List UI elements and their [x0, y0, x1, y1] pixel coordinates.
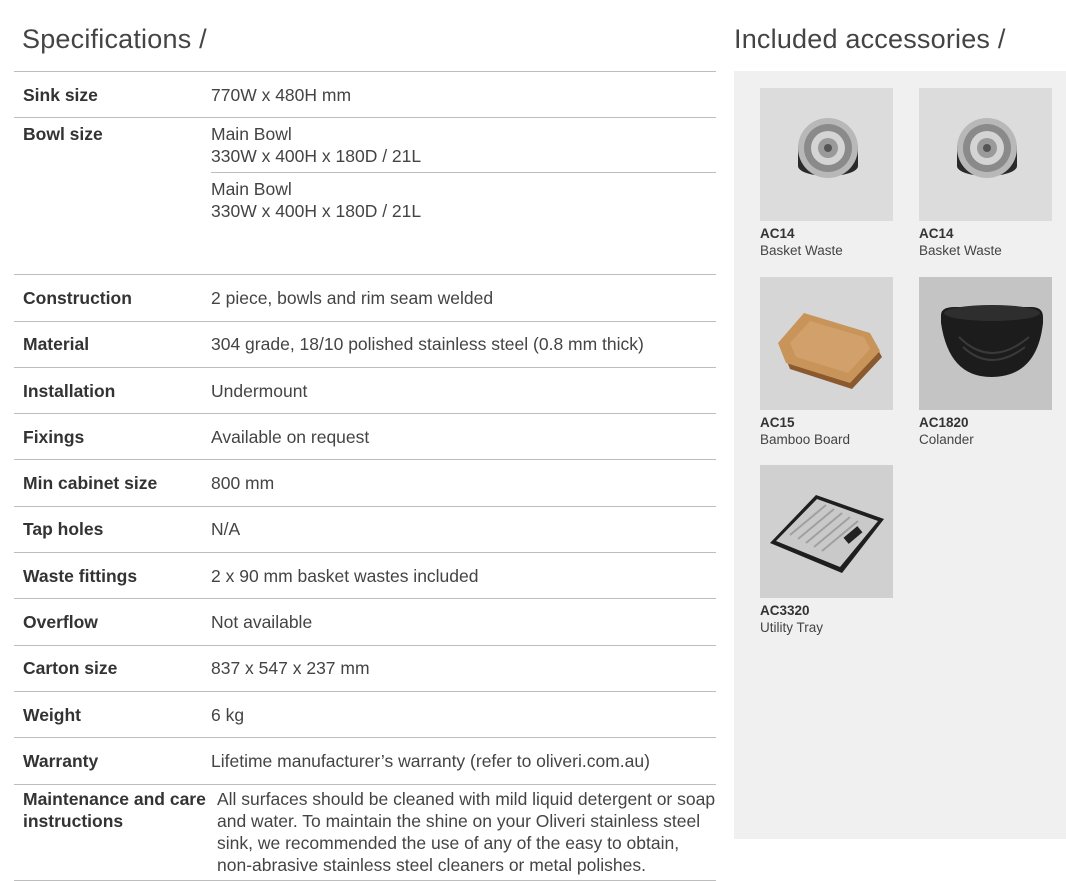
spec-value: [211, 118, 716, 274]
spec-value: Available on request: [211, 426, 370, 447]
accessory-code: AC15: [760, 415, 795, 430]
accessory-name: Colander: [919, 432, 974, 447]
accessory-card: [760, 88, 893, 259]
bowl-dims: 330W x 400H x 180D / 21L: [211, 201, 422, 222]
basket-waste-image: [760, 88, 893, 221]
bowl-entry: [211, 172, 716, 226]
accessory-code: AC14: [760, 226, 795, 241]
spec-label: Sink size: [23, 84, 98, 105]
accessories-title: Included accessories /: [734, 24, 1006, 54]
spec-row-installation: [14, 368, 716, 414]
bowl-entry: [211, 118, 716, 172]
spec-label: Construction: [23, 287, 132, 308]
accessory-name: Utility Tray: [760, 620, 824, 635]
spec-value: 6 kg: [211, 704, 245, 725]
spec-row-sink-size: [14, 72, 716, 118]
spec-row-maintenance: [14, 785, 716, 881]
spec-label: Min cabinet size: [23, 473, 158, 494]
accessory-card: [919, 88, 1052, 259]
spec-value: 2 piece, bowls and rim seam welded: [211, 287, 494, 308]
spec-value: Lifetime manufacturer’s warranty (refer to oliveri.com.au): [211, 750, 650, 771]
accessory-card: [919, 277, 1052, 448]
spec-row-construction: [14, 275, 716, 321]
spec-value: N/A: [211, 519, 241, 540]
spec-row-tap-holes: [14, 507, 716, 553]
accessory-code: AC3320: [760, 603, 810, 618]
spec-row-fixings: [14, 414, 716, 460]
spec-value: 837 x 547 x 237 mm: [211, 658, 370, 679]
spec-row-bowl-size: [14, 118, 716, 275]
bamboo-board-image: [760, 277, 893, 410]
spec-label: Material: [23, 334, 90, 355]
colander-image: [919, 277, 1052, 410]
accessory-code: AC14: [919, 226, 954, 241]
accessory-name: Basket Waste: [919, 243, 1002, 258]
bowl-dims: 330W x 400H x 180D / 21L: [211, 146, 422, 167]
specifications-title: Specifications /: [22, 24, 207, 54]
spec-label: Bowl size: [23, 124, 103, 145]
spec-value: Undermount: [211, 380, 308, 401]
spec-row-carton-size: [14, 646, 716, 692]
spec-label: Warranty: [23, 750, 99, 771]
spec-value: 770W x 480H mm: [211, 84, 352, 105]
spec-label: Carton size: [23, 658, 118, 679]
accessory-card: [760, 465, 893, 636]
spec-value: All surfaces should be cleaned with mild liquid detergent or soap and water. To maintain the shine on your Oliveri stainless steel sink, we recommended the use of any of the easy to obtain, non-abrasive stainless steel cleaners or metal polishes.: [217, 788, 716, 875]
spec-row-waste-fittings: [14, 553, 716, 599]
spec-label: Fixings: [23, 426, 85, 447]
bowl-name: Main Bowl: [211, 179, 292, 200]
specifications-table: [14, 71, 716, 881]
spec-label: Maintenance and care instructions: [23, 788, 206, 831]
spec-row-material: [14, 322, 716, 368]
spec-value: 800 mm: [211, 473, 275, 494]
spec-value: Not available: [211, 612, 313, 633]
accessory-card: [760, 277, 893, 448]
spec-label: Overflow: [23, 612, 98, 633]
spec-row-weight: [14, 692, 716, 738]
accessory-name: Basket Waste: [760, 243, 843, 258]
accessory-name: Bamboo Board: [760, 432, 851, 447]
spec-row-warranty: [14, 738, 716, 784]
accessory-code: AC1820: [919, 415, 969, 430]
spec-label: Tap holes: [23, 519, 104, 540]
utility-tray-image: [760, 465, 893, 598]
spec-value: 304 grade, 18/10 polished stainless steel (0.8 mm thick): [211, 334, 644, 355]
bowl-name: Main Bowl: [211, 124, 292, 145]
spec-row-overflow: [14, 599, 716, 645]
spec-row-min-cabinet-size: [14, 460, 716, 506]
spec-label: Weight: [23, 704, 82, 725]
spec-value: 2 x 90 mm basket wastes included: [211, 565, 479, 586]
spec-label: Waste fittings: [23, 565, 138, 586]
basket-waste-image: [919, 88, 1052, 221]
spec-label: Installation: [23, 380, 116, 401]
